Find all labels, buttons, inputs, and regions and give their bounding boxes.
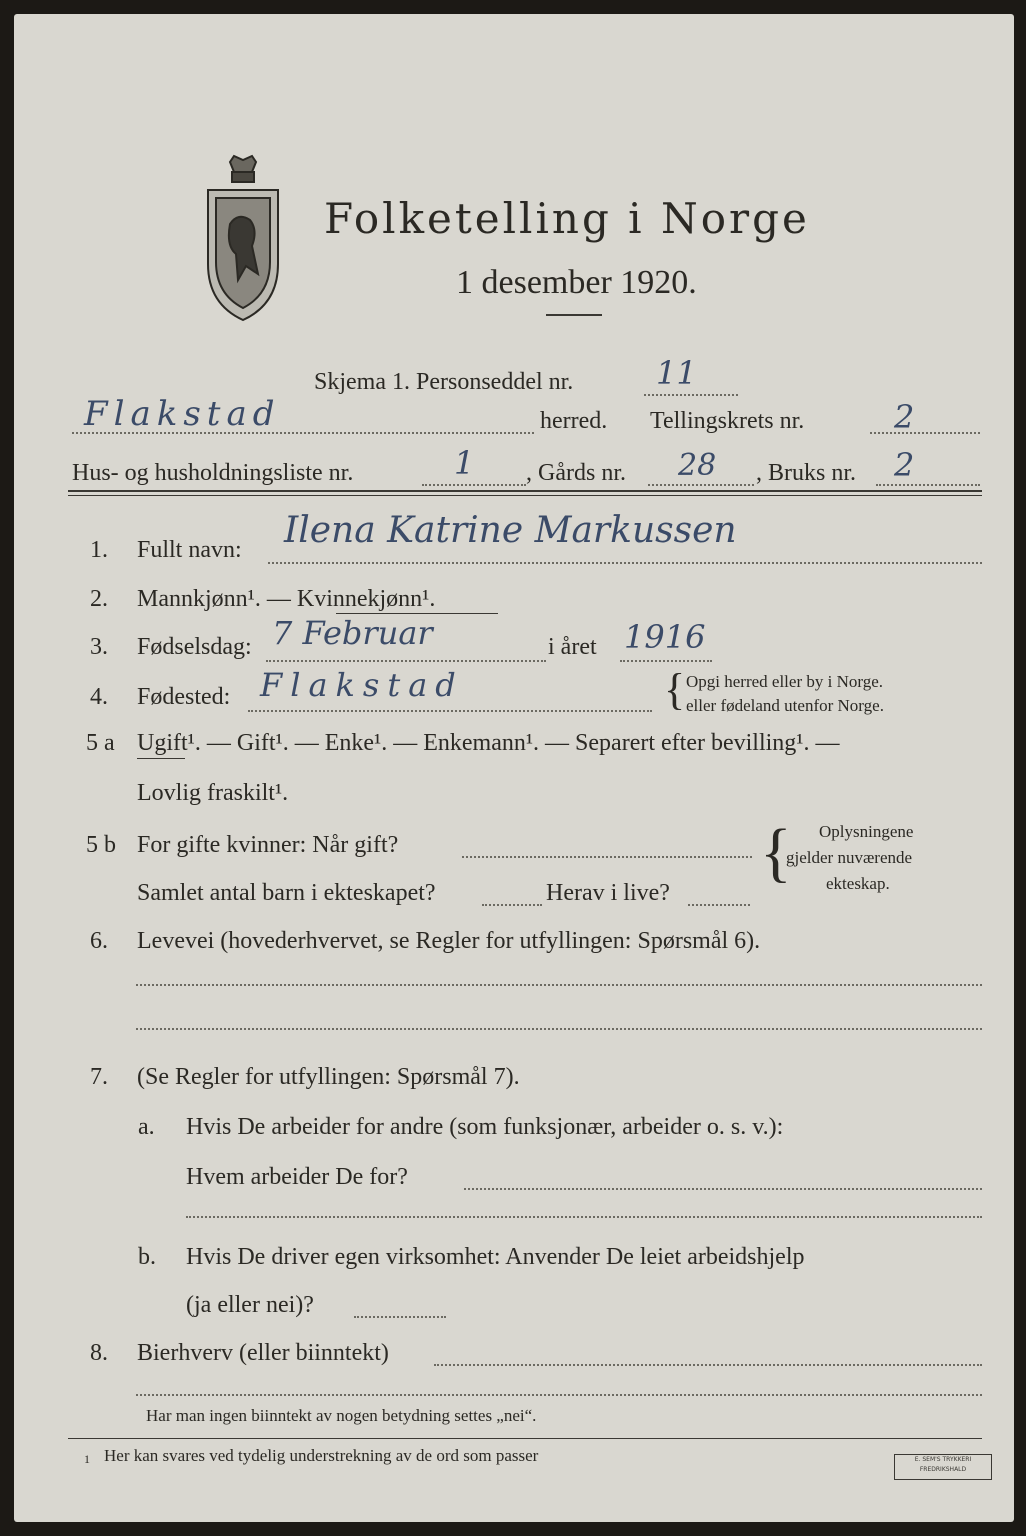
q7b-line: [354, 1316, 446, 1318]
q3-label: Fødselsdag:: [137, 634, 252, 660]
footnote-number: 1: [84, 1452, 90, 1466]
skjema-line: [644, 394, 738, 396]
q5a-underline-ugift: [137, 758, 185, 759]
skjema-label: Skjema 1. Personseddel nr.: [314, 369, 574, 395]
q1-label: Fullt navn:: [137, 537, 242, 563]
hus-label: Hus- og husholdningsliste nr.: [72, 460, 354, 486]
q8-label: Bierhverv (eller biinntekt): [137, 1340, 389, 1366]
q7a-letter: a.: [138, 1114, 155, 1140]
printer-stamp-line-2: FREDRIKSHALD: [919, 1466, 967, 1473]
herred-value: Flakstad: [84, 394, 281, 434]
q1-value: Ilena Katrine Markussen: [284, 510, 737, 551]
q7b-letter: b.: [138, 1244, 156, 1270]
hus-value: 1: [454, 444, 475, 482]
gards-label: , Gårds nr.: [526, 460, 626, 486]
form-title: Folketelling i Norge: [324, 194, 810, 243]
q4-brace: {: [664, 665, 686, 714]
q5b-children-line: [482, 904, 542, 906]
q5a-number: 5 a: [86, 730, 115, 756]
q4-number: 4.: [90, 684, 108, 710]
q7b-line-1: Hvis De driver egen virksomhet: Anvender De leiet arbeidshjelp: [186, 1244, 805, 1270]
q7-number: 7.: [90, 1064, 108, 1090]
q6-number: 6.: [90, 928, 108, 954]
form-date: 1 desember 1920.: [456, 264, 697, 301]
krets-value: 2: [894, 398, 915, 436]
q3-year-line: [620, 660, 712, 662]
q7a-line: [464, 1188, 982, 1190]
q5b-line-2a: Samlet antal barn i ekteskapet?: [137, 880, 436, 906]
printer-stamp-line-1: E. SEM'S TRYKKERI: [914, 1456, 972, 1463]
krets-line: [870, 432, 980, 434]
q7a-line-extra: [186, 1216, 982, 1218]
q3-number: 3.: [90, 634, 108, 660]
footer-note: Har man ingen biinntekt av nogen betydning settes „nei“.: [146, 1406, 537, 1425]
q7a-line-2: Hvem arbeider De for?: [186, 1164, 408, 1190]
q4-note-2: eller fødeland utenfor Norge.: [686, 696, 884, 715]
footnote-divider: [68, 1438, 982, 1439]
q5b-note-3: ekteskap.: [826, 874, 890, 893]
herred-label: herred.: [540, 408, 608, 434]
q4-note-1: Opgi herred eller by i Norge.: [686, 672, 884, 691]
hus-line: [422, 484, 526, 486]
bruks-line: [876, 484, 980, 486]
q7-label: (Se Regler for utfyllingen: Spørsmål 7).: [137, 1064, 520, 1090]
q2-number: 2.: [90, 586, 108, 612]
q4-line: [248, 710, 652, 712]
header-divider: [68, 490, 982, 492]
q5b-number: 5 b: [86, 832, 116, 858]
q6-line-2: [136, 1028, 982, 1030]
q1-number: 1.: [90, 537, 108, 563]
q8-line-extra: [136, 1394, 982, 1396]
gards-line: [648, 484, 754, 486]
q5b-note-2: gjelder nuværende: [786, 848, 913, 867]
q1-line: [268, 562, 982, 564]
header-divider-2: [68, 495, 982, 496]
krets-label: Tellingskrets nr.: [650, 408, 805, 434]
q8-line: [434, 1364, 982, 1366]
q3-value: 7 Februar: [272, 614, 433, 652]
q8-number: 8.: [90, 1340, 108, 1366]
q2-label: Mannkjønn¹. — Kvinnekjønn¹.: [137, 586, 436, 612]
q3-year-value: 1916: [624, 618, 706, 656]
q5b-brace: {: [760, 816, 792, 889]
q5b-note-1: Oplysningene: [819, 822, 914, 841]
q7a-line-1: Hvis De arbeider for andre (som funksjonær, arbeider o. s. v.):: [186, 1114, 784, 1140]
q5b-line-2b: Herav i live?: [546, 880, 670, 906]
q4-label: Fødested:: [137, 684, 231, 710]
q5b-alive-line: [688, 904, 750, 906]
bruks-value: 2: [894, 446, 915, 484]
skjema-value: 11: [656, 354, 697, 392]
q3-year-label: i året: [548, 634, 597, 660]
printer-stamp: [894, 1454, 992, 1480]
q5b-married-line: [462, 856, 752, 858]
q4-value: Flakstad: [260, 666, 464, 704]
title-divider: [546, 314, 602, 316]
q7b-line-2: (ja eller nei)?: [186, 1292, 314, 1318]
norway-coat-of-arms-icon: [202, 154, 284, 322]
bruks-label: , Bruks nr.: [756, 460, 857, 486]
footnote-text: Her kan svares ved tydelig understrekning av de ord som passer: [104, 1446, 539, 1465]
q5b-line-1: For gifte kvinner: Når gift?: [137, 832, 399, 858]
q3-line: [266, 660, 546, 662]
gards-value: 28: [678, 448, 717, 483]
q6-label: Levevei (hovederhvervet, se Regler for utfyllingen: Spørsmål 6).: [137, 928, 761, 954]
q6-line-1: [136, 984, 982, 986]
q5a-line-2: Lovlig fraskilt¹.: [137, 780, 289, 806]
q5a-line-1: Ugift¹. — Gift¹. — Enke¹. — Enkemann¹. — Separert efter bevilling¹. —: [137, 730, 840, 756]
census-form-page: [14, 14, 1014, 1522]
